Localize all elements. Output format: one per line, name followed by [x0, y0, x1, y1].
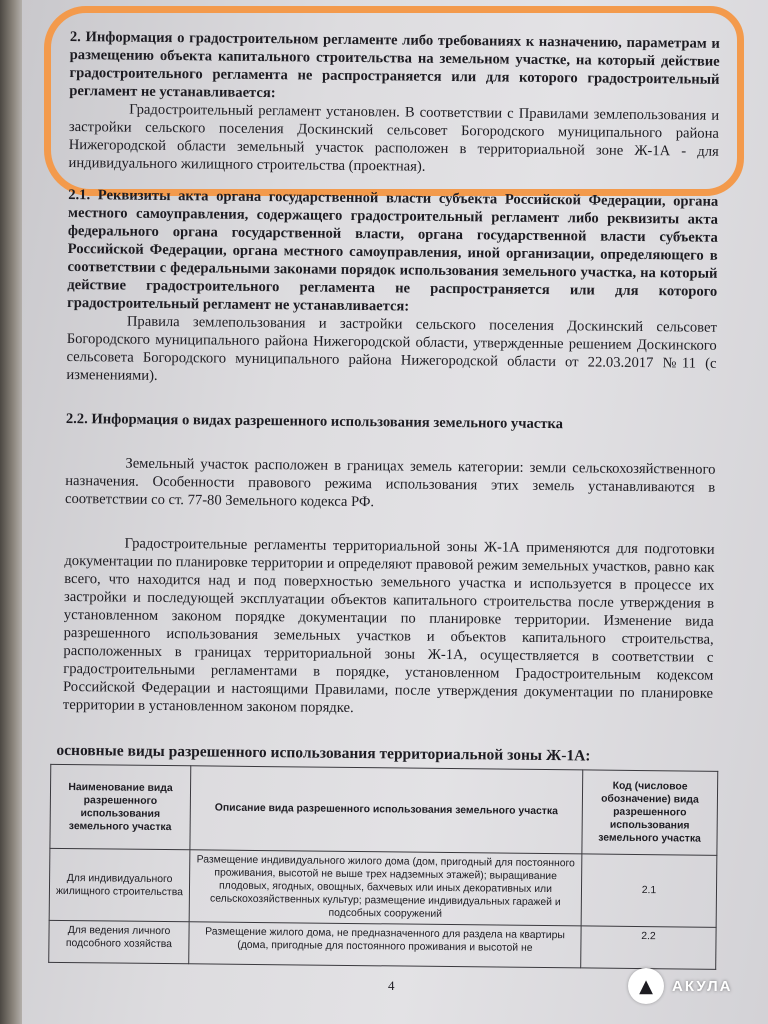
table-row — [49, 848, 717, 927]
permitted-use-table — [48, 764, 718, 970]
section-2-body: Градостроительный регламент установлен. В соответствии с Правилами землепользования и застройки сельского поселения Доскинский сельсовет Богородского муниципального района Нижегородской области земельный участок расположен в территориальной зоне Ж-1А - для индивидуального жилищного строительства (проектная). — [68, 101, 720, 175]
table-row — [49, 920, 716, 969]
row-use-description: Размещение жилого дома, не предназначенного для раздела на квартиры (дома, пригодные для постоянного проживания и высотой не — [189, 922, 581, 968]
document-content — [55, 28, 720, 970]
page-number: 4 — [388, 978, 395, 993]
shark-fin-icon: ▲ — [628, 968, 664, 1004]
watermark-logo — [628, 968, 732, 1004]
section-2-title: 2. Информация о градостроительном регламенте либо требованиях к назначению, параметрам и размещению объекта капитального строительства на земельном участке, на который действие градостроительного регламента не распространяется или для которого градостроительный регламент не устанавливается: — [69, 28, 720, 102]
section-2-2-para-1: Земельный участок расположен в границах земель категории: земли сельскохозяйственного назначения. Особенности правового режима использования этих земель устанавливаются в соответствии со ст. 77-80 Земельного кодекса РФ. — [64, 455, 716, 511]
section-2-2-para-2: Градостроительные регламенты территориальной зоны Ж-1А применяются для подготовки документации по планировке территории и определяют правовой режим земельных участков, равно как всего, что находится над и под поверхностью земельного участка и используется в процессе их застройки и последующей эксплуатации объектов капитального строительства после утверждения в установленном законом порядке документации по планировке территории. Изменение вида разрешенного использования земельных участков и объектов капитального строительства, расположенных в границах территориальной зоны Ж-1А, осуществляется в соответствии с градостроительными регламентами в порядке, установленном Градостроительным кодексом Российской Федерации и настоящими Правилами, после утверждения документации по планировке территории в установленном законом порядке. — [62, 535, 715, 717]
table-header-row — [50, 764, 718, 855]
row-use-description: Размещение индивидуального жилого дома (дом, пригодный для постоянного проживания, высотой не выше трех надземных этажей); выращивание плодовых, ягодных, овощных, бахчевых или иных декоративных или сельскохозяйственных культур; размещение индивидуальных гаражей и подсобных сооружений — [189, 850, 582, 926]
section-2-2-title: 2.2. Информация о видах разрешенного использования земельного участка — [65, 410, 563, 433]
table-header-name: Наименование вида разрешенного использования земельного участка — [50, 764, 191, 849]
row-use-code: 2.1 — [581, 854, 717, 927]
watermark-text: АКУЛА — [672, 977, 733, 995]
section-2-1-body: Правила землепользования и застройки сельского поселения Доскинский сельсовет Богородского муниципального района Нижегородской области, утвержденные решением Доскинского сельсовета Богородского муниципального района Нижегородской области от 22.03.2017 №11 (с изменениями). — [66, 313, 717, 384]
row-use-name: Для индивидуального жилищного строительства — [49, 848, 190, 921]
table-header-code: Код (числовое обозначение) вида разрешенного использования земельного участка — [582, 770, 718, 855]
row-use-name: Для ведения личного подсобного хозяйства — [49, 920, 189, 963]
table-header-description: Описание вида разрешенного использования земельного участка — [190, 766, 583, 854]
table-caption: основные виды разрешенного использования территориальной зоны Ж-1А: — [56, 741, 591, 765]
section-2-1-title: 2.1. Реквизиты акта органа государственной власти субъекта Российской Федерации, органа местного самоуправления, содержащего градостроительный регламент либо реквизиты акта федерального органа государственной власти, органа государственной власти субъекта Российской Федерации, органа местного самоуправления, иной организации, определяющего в соответствии с федеральными законами порядок использования земельного участка, на который действие градостроительного регламента не распространяется или для которого градостроительный регламент не устанавливается: — [67, 186, 719, 315]
row-use-code: 2.2 — [581, 926, 716, 969]
book-binding-edge — [0, 0, 22, 1024]
